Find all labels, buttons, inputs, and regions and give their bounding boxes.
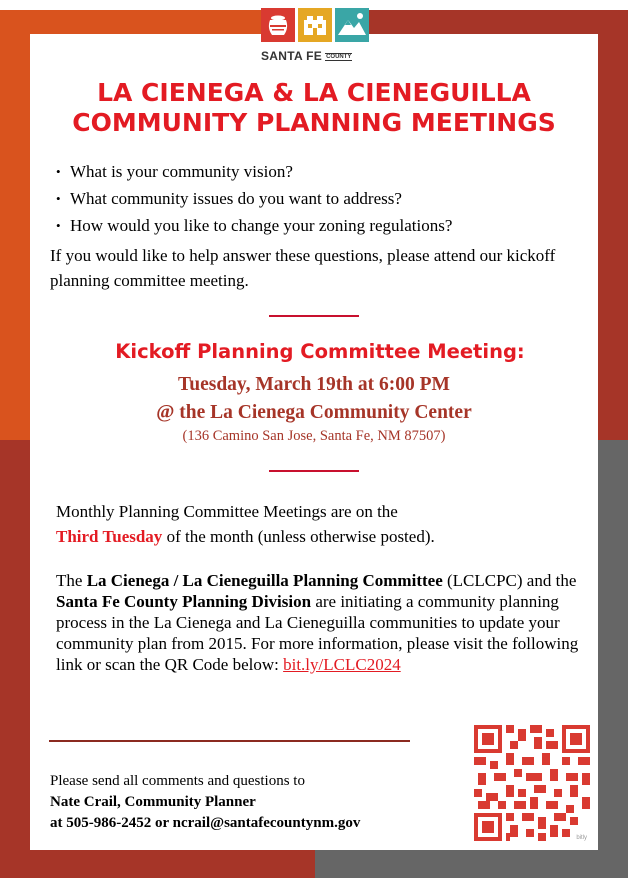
intro-text: If you would like to help answer these questions, please attend our kickoff planning committee meeting.: [50, 246, 556, 290]
contact-name: Nate Crail, Community Planner: [50, 794, 256, 810]
divider: [269, 315, 359, 317]
kickoff-address: (136 Camino San Jose, Santa Fe, NM 87507): [182, 428, 446, 444]
monthly-meetings-text: Monthly Planning Committee Meetings are on the Third Tuesday of the month (unless otherwise posted).: [56, 502, 435, 546]
adobe-building-icon: [298, 8, 332, 42]
info-link[interactable]: bit.ly/LCLC2024: [283, 655, 401, 674]
qr-code[interactable]: [474, 725, 590, 841]
frame-top-right: [366, 10, 628, 34]
question-item: • What community issues do you want to address?: [56, 185, 576, 212]
question-list: [56, 158, 576, 239]
kickoff-title: Kickoff Planning Committee Meeting:: [115, 340, 525, 363]
frame-right-bottom: [598, 440, 628, 878]
question-item: • What is your community vision?: [56, 158, 576, 185]
qr-code-icon: [474, 725, 590, 841]
title-line-2: COMMUNITY PLANNING MEETINGS: [72, 108, 556, 137]
pottery-icon: [261, 8, 295, 42]
kickoff-location: @ the La Cienega Community Center: [156, 402, 472, 423]
question-item: • How would you like to change your zoning regulations?: [56, 212, 576, 239]
divider: [49, 740, 410, 742]
frame-left-top: [0, 10, 30, 440]
contact-email[interactable]: ncrail@santafecountynm.gov: [172, 815, 361, 831]
frame-left-bottom: [0, 440, 30, 878]
logo-wordmark: SANTA FE COUNTY: [261, 49, 352, 63]
mountains-icon: [335, 8, 369, 42]
santa-fe-county-logo: [257, 8, 371, 66]
title-line-1: LA CIENEGA & LA CIENEGUILLA: [97, 78, 531, 107]
qr-caption: bitly: [576, 835, 587, 841]
planning-process-text: The La Cienega / La Cieneguilla Planning Committee (LCLCPC) and the Santa Fe County Planning Division are initiating a community planning process in the La Cienega and La Cieneguilla communities to update your community plan from 2015. For more information, please visit the following link or scan the QR Code below: bit.ly/LCLC2024: [56, 571, 579, 674]
contact-line: Please send all comments and questions to: [50, 773, 305, 789]
frame-bottom-right: [315, 850, 628, 878]
kickoff-date-time: Tuesday, March 19th at 6:00 PM: [178, 374, 450, 395]
frame-bottom-left: [0, 850, 315, 878]
frame-right-top: [598, 10, 628, 440]
divider: [269, 470, 359, 472]
frame-top-left: [0, 10, 262, 34]
contact-info: Please send all comments and questions to Nate Crail, Community Planner at 505-986-2452 or ncrail@santafecountynm.gov: [50, 771, 460, 834]
